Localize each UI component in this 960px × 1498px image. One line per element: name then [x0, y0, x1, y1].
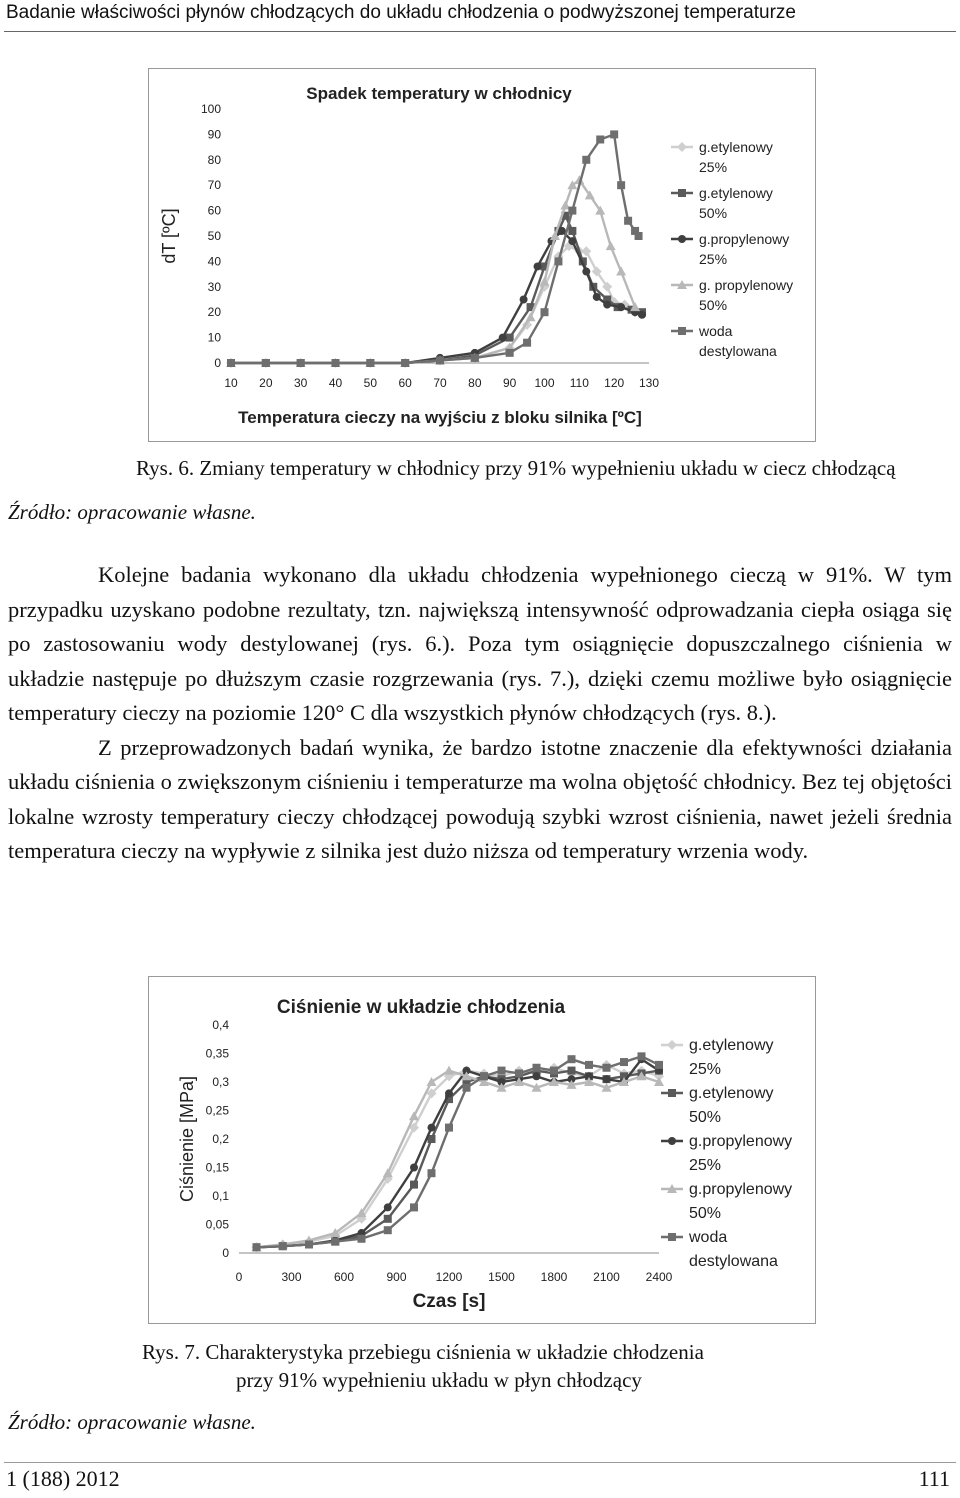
- data-point-marker: [444, 1066, 454, 1075]
- y-axis-label: Ciśnienie [MPa]: [177, 1075, 197, 1203]
- data-point-marker: [445, 1124, 453, 1132]
- legend-label: g.etylenowy: [689, 1037, 774, 1054]
- footer-issue: 1 (188) 2012: [6, 1466, 120, 1491]
- y-tick-label: 80: [207, 152, 221, 167]
- data-point-marker: [410, 1164, 418, 1172]
- x-tick-label: 90: [502, 376, 517, 390]
- data-point-marker: [668, 1089, 676, 1097]
- x-tick-label: 2100: [593, 1270, 620, 1284]
- data-point-marker: [297, 359, 305, 367]
- header-divider: [4, 31, 956, 32]
- series-1: [227, 212, 646, 367]
- x-tick-label: 70: [433, 376, 447, 390]
- series-2: [227, 227, 646, 367]
- data-point-marker: [610, 130, 618, 138]
- data-point-marker: [384, 1226, 392, 1234]
- data-point-marker: [541, 308, 549, 316]
- x-tick-label: 100: [534, 376, 555, 390]
- data-point-marker: [568, 1055, 576, 1063]
- series-2: [253, 1055, 664, 1251]
- data-point-marker: [568, 1067, 576, 1075]
- chart-title: Spadek temperatury w chłodnicy: [306, 84, 572, 103]
- x-tick-label: 130: [638, 376, 660, 390]
- legend-label: 25%: [689, 1157, 722, 1174]
- data-point-marker: [533, 1072, 541, 1080]
- data-point-marker: [506, 334, 514, 342]
- data-point-marker: [409, 1111, 419, 1120]
- data-point-marker: [638, 311, 646, 319]
- x-tick-label: 10: [224, 376, 238, 390]
- x-tick-label: 60: [398, 376, 412, 390]
- x-tick-label: 40: [328, 376, 343, 390]
- legend-label: 25%: [689, 1061, 722, 1078]
- page-header: Badanie właściwości płynów chłodzących do układu chłodzenia o podwyższonej temperaturze: [6, 2, 796, 23]
- series-line: [231, 246, 635, 363]
- data-point-marker: [667, 1040, 677, 1050]
- data-point-marker: [550, 1067, 558, 1075]
- figure-1-source: Źródło: opracowanie własne.: [8, 500, 256, 524]
- data-point-marker: [463, 1084, 471, 1092]
- y-tick-label: 40: [207, 254, 221, 269]
- x-tick-label: 30: [293, 376, 308, 390]
- data-point-marker: [668, 1137, 676, 1145]
- chart-temperature-drop: [149, 69, 815, 441]
- data-point-marker: [305, 1240, 313, 1248]
- legend-label: destylowana: [689, 1253, 778, 1270]
- data-point-marker: [593, 293, 601, 301]
- legend-label: 50%: [699, 205, 728, 221]
- y-tick-label: 0: [214, 356, 221, 370]
- footer-divider: [4, 1462, 956, 1463]
- x-tick-label: 2400: [645, 1270, 673, 1284]
- data-point-marker: [655, 1061, 663, 1069]
- data-point-marker: [262, 359, 270, 367]
- y-tick-label: 60: [207, 203, 221, 218]
- data-point-marker: [428, 1124, 436, 1132]
- data-point-marker: [445, 1089, 453, 1097]
- data-point-marker: [428, 1169, 436, 1177]
- data-point-marker: [616, 267, 626, 276]
- series-3: [252, 1066, 665, 1252]
- data-point-marker: [498, 1067, 506, 1075]
- legend-label: g.etylenowy: [699, 139, 773, 155]
- data-point-marker: [554, 257, 562, 265]
- legend-label: 25%: [699, 251, 728, 267]
- data-point-marker: [410, 1181, 418, 1189]
- x-tick-label: 600: [333, 1270, 355, 1284]
- x-tick-label: 20: [259, 376, 273, 390]
- data-point-marker: [617, 303, 625, 311]
- data-point-marker: [480, 1072, 488, 1080]
- data-point-marker: [523, 339, 531, 347]
- y-tick-label: 0,35: [205, 1046, 229, 1061]
- data-point-marker: [603, 301, 611, 309]
- y-tick-label: 0,1: [212, 1189, 229, 1203]
- series-line: [257, 1059, 660, 1247]
- data-point-marker: [568, 237, 576, 245]
- x-axis-label: Czas [s]: [412, 1291, 486, 1312]
- series-line: [257, 1071, 660, 1248]
- data-point-marker: [534, 262, 542, 270]
- data-point-marker: [678, 235, 686, 243]
- legend-label: g.propylenowy: [689, 1181, 793, 1198]
- data-point-marker: [603, 1064, 611, 1072]
- series-line: [231, 216, 642, 363]
- x-tick-label: 1200: [435, 1270, 463, 1284]
- data-point-marker: [471, 354, 479, 362]
- data-point-marker: [596, 135, 604, 143]
- x-tick-label: 50: [363, 376, 378, 390]
- chart-pressure: [149, 977, 815, 1323]
- x-tick-label: 300: [281, 1270, 302, 1284]
- y-tick-label: 20: [207, 305, 221, 320]
- data-point-marker: [678, 189, 686, 197]
- legend-label: g.propylenowy: [699, 231, 790, 247]
- paragraph-1: Kolejne badania wykonano dla układu chłodzenia wypełnionego cieczą w 91%. W tym przypadku uzyskano podobne rezultaty, tzn. największą intensywność odprowadzania ciepła osiąga się po zastosowaniu wody destylowanej (rys. 6.). Poza tym osiągnięcie dopuszczalnego ciśnienia w układzie następuje po dłuższym czasie rozgrzewania (rys. 7.), dzięki czemu możliwe było osiągnięcie temperatury cieczy na poziomie 120° C dla wszystkich płynów chłodzących (rys. 8.).: [8, 562, 952, 725]
- data-point-marker: [617, 181, 625, 189]
- data-point-marker: [568, 227, 576, 235]
- legend-label: g.propylenowy: [689, 1133, 793, 1150]
- footer-page-number: 111: [918, 1466, 950, 1491]
- data-point-marker: [506, 349, 514, 357]
- y-axis-label: dT [ºC]: [159, 208, 179, 264]
- data-point-marker: [332, 359, 340, 367]
- data-point-marker: [582, 156, 590, 164]
- legend-label: 50%: [689, 1205, 722, 1222]
- data-point-marker: [606, 241, 616, 250]
- y-tick-label: 0,25: [205, 1103, 229, 1118]
- figure-1-frame: [148, 68, 816, 442]
- data-point-marker: [533, 1064, 541, 1072]
- data-point-marker: [515, 1069, 523, 1077]
- series-line: [257, 1071, 660, 1248]
- legend-label: g. propylenowy: [699, 277, 794, 293]
- y-tick-label: 100: [200, 102, 221, 116]
- data-point-marker: [401, 359, 409, 367]
- data-point-marker: [227, 359, 235, 367]
- x-tick-label: 110: [569, 376, 589, 390]
- y-tick-label: 0,3: [212, 1075, 229, 1089]
- y-tick-label: 0,4: [212, 1018, 229, 1032]
- data-point-marker: [331, 1238, 339, 1246]
- figure-1-caption: Rys. 6. Zmiany temperatury w chłodnicy przy 91% wypełnieniu układu w ciecz chłodzącą: [136, 456, 896, 480]
- legend-label: g.etylenowy: [689, 1085, 774, 1102]
- y-tick-label: 70: [207, 178, 221, 193]
- data-point-marker: [677, 142, 687, 152]
- figure-2-caption-line-2: przy 91% wypełnieniu układu w płyn chłodzący: [236, 1368, 642, 1392]
- y-tick-label: 50: [207, 229, 221, 243]
- y-tick-label: 0: [222, 1246, 229, 1260]
- x-tick-label: 0: [235, 1270, 243, 1284]
- legend-label: woda: [699, 323, 733, 339]
- chart-title: Ciśnienie w układzie chłodzenia: [276, 997, 566, 1018]
- data-point-marker: [499, 334, 507, 342]
- x-axis-label: Temperatura cieczy na wyjściu z bloku silnika [ºC]: [238, 408, 642, 427]
- data-point-marker: [582, 268, 590, 276]
- y-tick-label: 90: [207, 127, 221, 142]
- data-point-marker: [624, 217, 632, 225]
- body-text: [8, 558, 952, 869]
- y-tick-label: 0,05: [205, 1217, 229, 1232]
- legend-label: 25%: [699, 159, 728, 175]
- legend-label: g.etylenowy: [699, 185, 773, 201]
- series-line: [257, 1065, 660, 1247]
- figure-2-frame: [148, 976, 816, 1324]
- x-tick-label: 80: [468, 376, 482, 390]
- x-tick-label: 1500: [488, 1270, 515, 1284]
- data-point-marker: [638, 1052, 646, 1060]
- legend-label: 50%: [699, 297, 728, 313]
- paragraph-2: Z przeprowadzonych badań wynika, że bardzo istotne znaczenie dla efektywności działania układu ciśnienia o zwiększonym ciśnieniu i temperaturze ma wolna objętość chłodnicy. Bez tej objętości lokalne wzrosty temperatury cieczy chłodzącej powodują szybki wzrost ciśnienia, nawet jeżeli średnia temperatura cieczy na wypływie z silnika jest dużo niższa od temperatury wrzenia wody.: [8, 734, 952, 863]
- data-point-marker: [678, 327, 686, 335]
- figure-2-caption-line-1: Rys. 7. Charakterystyka przebiegu ciśnienia w układzie chłodzenia: [142, 1340, 704, 1364]
- legend-label: 50%: [689, 1109, 722, 1126]
- data-point-marker: [585, 1061, 593, 1069]
- series-1: [253, 1067, 664, 1252]
- x-tick-label: 120: [604, 376, 625, 390]
- data-point-marker: [581, 246, 591, 256]
- data-point-marker: [384, 1215, 392, 1223]
- data-point-marker: [410, 1203, 418, 1211]
- legend-label: woda: [689, 1229, 728, 1246]
- legend-label: destylowana: [699, 343, 777, 359]
- data-point-marker: [520, 296, 528, 304]
- data-point-marker: [558, 227, 566, 235]
- y-tick-label: 0,15: [205, 1160, 229, 1175]
- data-point-marker: [358, 1235, 366, 1243]
- data-point-marker: [668, 1233, 676, 1241]
- y-tick-label: 0,2: [212, 1132, 229, 1146]
- y-tick-label: 30: [207, 279, 221, 294]
- data-point-marker: [384, 1203, 392, 1211]
- data-point-marker: [279, 1242, 287, 1250]
- x-tick-label: 1800: [540, 1270, 568, 1284]
- x-tick-label: 900: [386, 1270, 407, 1284]
- data-point-marker: [253, 1243, 261, 1251]
- y-tick-label: 10: [207, 330, 221, 345]
- figure-2-source: Źródło: opracowanie własne.: [8, 1410, 256, 1434]
- data-point-marker: [568, 207, 576, 215]
- data-point-marker: [436, 356, 444, 364]
- data-point-marker: [635, 232, 643, 240]
- series-3: [226, 175, 640, 367]
- data-point-marker: [620, 1058, 628, 1066]
- data-point-marker: [366, 359, 374, 367]
- data-point-marker: [603, 1075, 611, 1083]
- series-0: [226, 241, 640, 368]
- series-0: [252, 1060, 665, 1252]
